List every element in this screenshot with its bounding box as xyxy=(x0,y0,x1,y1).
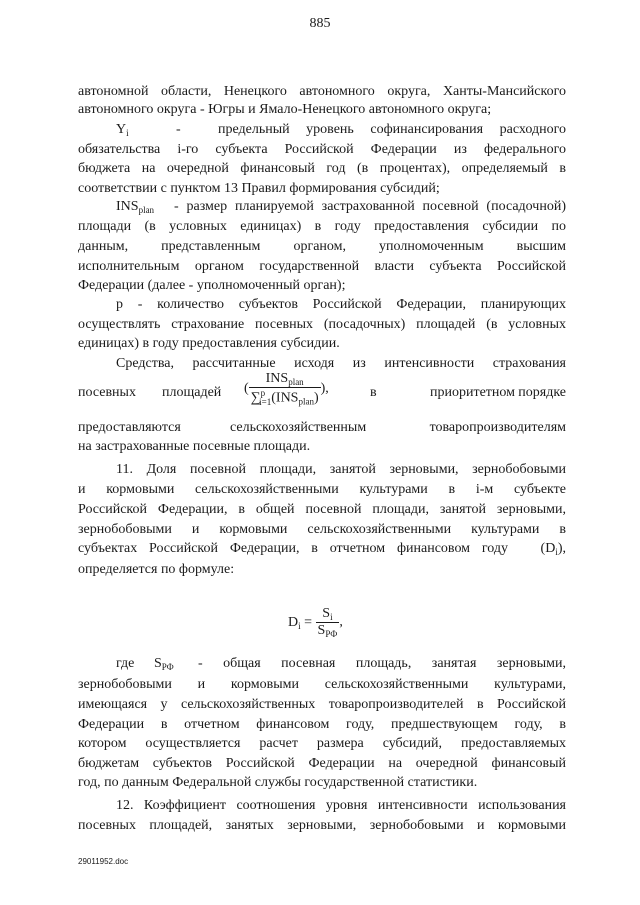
text-line: Средства, рассчитанные исходя из интенсивности страхования xyxy=(116,356,566,371)
text-line: данным, представленным органом, уполномоченным высшим xyxy=(78,239,566,254)
text-line: предельный уровень софинансирования расходного xyxy=(218,122,566,137)
text-line: зернобобовыми и кормовыми сельскохозяйственными культурами, xyxy=(78,677,566,692)
footer-filename: 29011952.doc xyxy=(78,857,129,866)
page-number: 885 xyxy=(309,16,331,31)
share-formula: $D_i$ = $\frac{S_i}{S_{РФ}}$ , xyxy=(288,606,343,639)
text-line: Федерации в отчетном финансовом году, предшествующем году, в xyxy=(78,717,566,732)
text-line: обязательства i-го субъекта Российской Федерации из федерального xyxy=(78,142,566,157)
text-line: соответствии с пунктом 13 Правил формирования субсидий; xyxy=(78,181,440,196)
text-line: 12. Коэффициент соотношения уровня интенсивности использования xyxy=(116,798,566,813)
text-line: автономной области, Ненецкого автономного округа, Ханты-Мансийского xyxy=(78,84,566,99)
text-line: зернобобовыми и кормовыми сельскохозяйственными культурами в xyxy=(78,522,566,537)
text-line: площади (в условных единицах) в году предоставления субсидии по xyxy=(78,219,566,234)
intensity-fraction: ( $\frac{INS_{plan}}{\sum^p_{i=1}(INS_{plan})}$ ), xyxy=(244,371,329,407)
text-line: посевных площадей, занятых зерновыми, зернобобовыми и кормовыми xyxy=(78,818,566,833)
text-line: бюджетам субъектов Российской Федерации на очередной финансовый xyxy=(78,756,566,771)
text-line: имеющаяся у сельскохозяйственных товаропроизводителей в Российской xyxy=(78,697,566,712)
text-line: котором осуществляется расчет размера субсидий, предоставляемых xyxy=(78,736,566,751)
text-line: осуществлять страхование посевных (посадочных) площадей (в условных xyxy=(78,317,566,332)
text-line: единицах) в году предоставления субсидии. xyxy=(78,336,340,351)
text-line: - размер планируемой застрахованной посевной (посадочной) xyxy=(174,199,566,214)
text-line: и кормовыми сельскохозяйственными культурами в i-м субъекте xyxy=(78,482,566,497)
symbol-y: $Y_i$ xyxy=(116,122,129,138)
text-line: автономного округа - Югры и Ямало-Ненецкого автономного округа; xyxy=(78,102,492,117)
text-line: Российской Федерации, в общей посевной площади, занятой зерновыми, xyxy=(78,502,566,517)
text-line: 11. Доля посевной площади, занятой зерновыми, зернобобовыми xyxy=(116,462,566,477)
symbol-ins-plan: $INS_{plan}$ xyxy=(116,199,155,215)
text-line: определяется по формуле: xyxy=(78,562,235,577)
text-line: на застрахованные посевные площади. xyxy=(78,439,311,454)
symbol-s-rf: $S_{РФ}$ xyxy=(154,656,174,672)
text-line: р - количество субъектов Российской Федерации, планирующих xyxy=(116,297,566,312)
text-line: Федерации (далее - уполномоченный орган); xyxy=(78,278,346,293)
text-line: исполнительным органом государственной власти субъекта Российской xyxy=(78,259,566,274)
text-line: год, по данным Федеральной службы государственной статистики. xyxy=(78,775,478,790)
text-line: бюджета на очередной финансовый год (в процентах), определяемый в xyxy=(78,161,566,176)
intensity-formula-line: посевных площадей ( $\frac{INS_{plan}}{\sum^p_{i=1}(INS_{plan})}$ ), в приоритетном порядке xyxy=(78,371,566,407)
